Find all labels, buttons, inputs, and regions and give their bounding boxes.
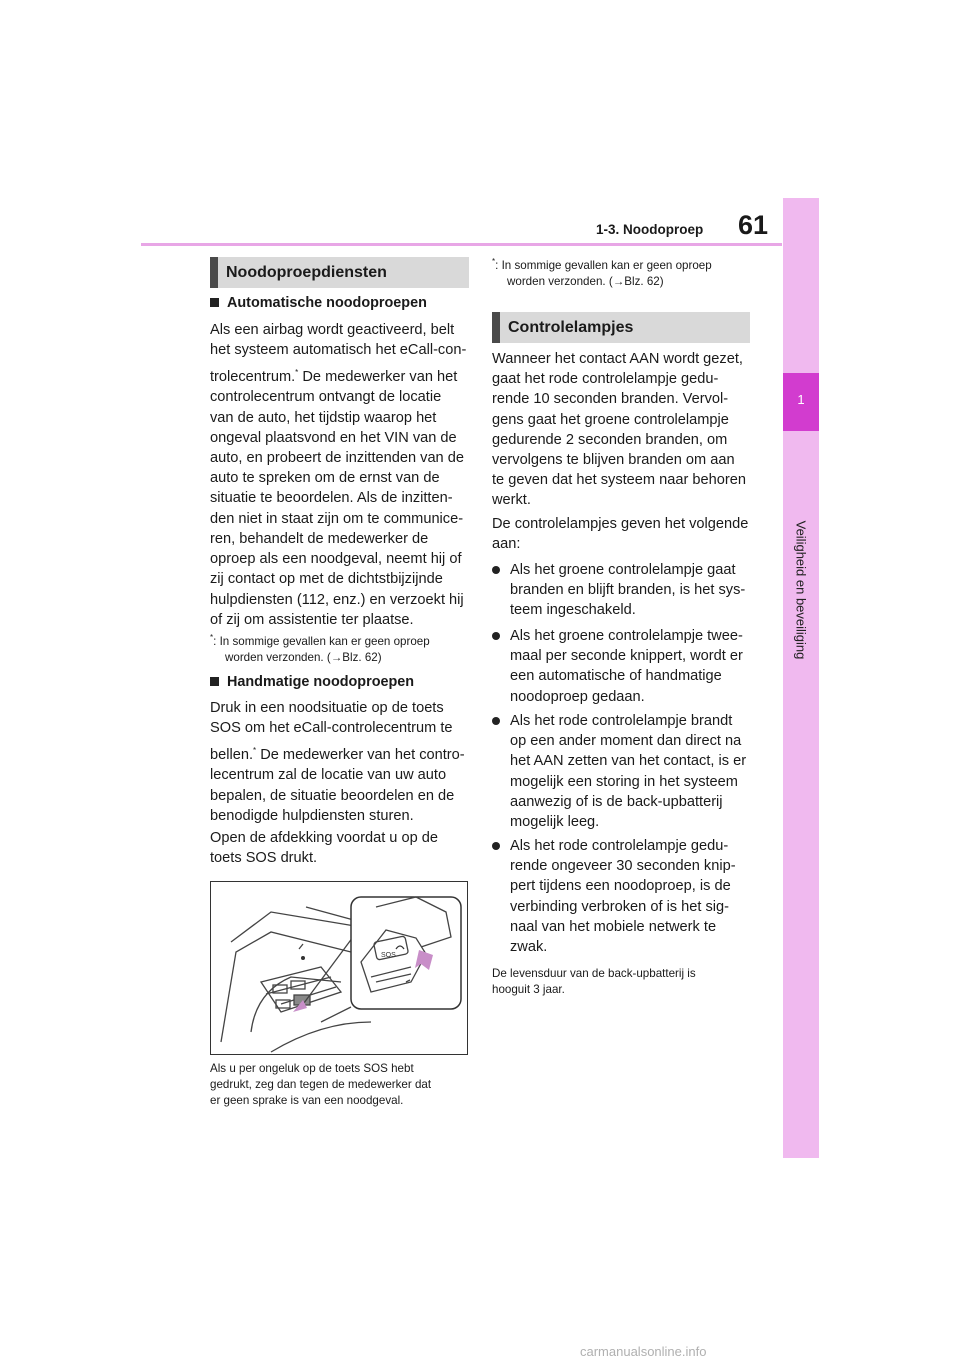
open-cover-paragraph: Open de afdekking voordat u op de toets SOS drukt. [210,830,438,867]
sos-button-label: SOS [381,952,396,959]
dome-light-icon [301,956,305,960]
list-item: Als het rode controlelampje gedu- rende ongeveer 30 seconden knip- pert tijdens een noodoproep, is de verbinding verbroken of is het sig- naal van het mobiele netwerk te zwak. [492,836,757,958]
list-item: Als het groene controlelampje gaat branden en blijft branden, is het sys- teem ingeschakeld. [492,560,757,622]
battery-note: De levensduur van de back-upbatterij is hooguit 3 jaar. [492,967,696,997]
bullet-icon [492,717,500,725]
heading-controlelampjes: Controlelampjes [492,312,750,343]
overhead-console-drawing [211,882,467,1054]
automatic-paragraph: Als een airbag wordt geactiveerd, belt het systeem automatisch het eCall-con- trolecentrum.* De medewerker van het controlecentrum ontvangt de locatie van de auto, het tijdstip waarop het ongeval plaatsvond en het VIN van de auto, en probeert de inzittenden van de auto te spreken om de ernst van de situatie te beoordelen. Als de inzitten- den niet in staat zijn om te communice- ren, behandelt de medewerker de oproep als een noodgeval, neemt hij of zij contact op met de dichtstbijzijnde hulpdiensten (112, enz.) en verzoekt hij of zij om assistentie ter plaatse. [210,322,467,628]
indicator-lead: De controlelampjes geven het volgende aan: [492,516,749,553]
subheading-automatic: Automatische noodoproepen [210,293,427,313]
indicator-intro: Wanneer het contact AAN wordt gezet, gaat het rode controlelampje gedu- rende 10 seconden branden. Vervol- gens gaat het groene controlelampje gedurende 2 seconden branden, om vervolgens te blijven branden om aan te geven dat het systeem naar behoren werkt. [492,351,746,509]
section-title: 1-3. Noodoproep [596,222,704,237]
footnote-left: *: In sommige gevallen kan er geen oproep worden verzonden. (→Blz. 62) [210,633,430,665]
subheading-manual: Handmatige noodoproepen [210,672,414,692]
bullet-icon [492,842,500,850]
chapter-side-tab [783,198,819,1158]
bullet-icon [492,632,500,640]
manual-paragraph: Druk in een noodsituatie op de toets SOS om het eCall-controlecentrum te bellen.* De medewerker van het contro- lecentrum zal de locatie van uw auto bepalen, de situatie beoordelen en de benodigde hulpdiensten sturen. [210,700,465,824]
header-rule [141,243,782,246]
heading-noodoproepdiensten: Noodoproepdiensten [210,257,469,288]
list-item: Als het groene controlelampje twee- maal per seconde knippert, wordt er een automatische of handmatige noodoproep gedaan. [492,626,757,708]
footnote-right: *: In sommige gevallen kan er geen oproep worden verzonden. (→Blz. 62) [492,257,712,289]
page-number: 61 [738,210,769,240]
watermark: carmanualsonline.info [580,1344,707,1359]
figure-caption: Als u per ongeluk op de toets SOS hebt gedrukt, zeg dan tegen de medewerker dat er geen sprake is van een noodgeval. [210,1062,432,1108]
list-item: Als het rode controlelampje brandt op een ander moment dan direct na het AAN zetten van het contact, is er mogelijk een storing in het systeem aanwezig of is de back-upbatterij mogelijk leeg. [492,711,757,833]
chapter-number: 1 [797,392,805,407]
bullet-icon [492,566,500,574]
sos-button-illustration [210,881,468,1055]
